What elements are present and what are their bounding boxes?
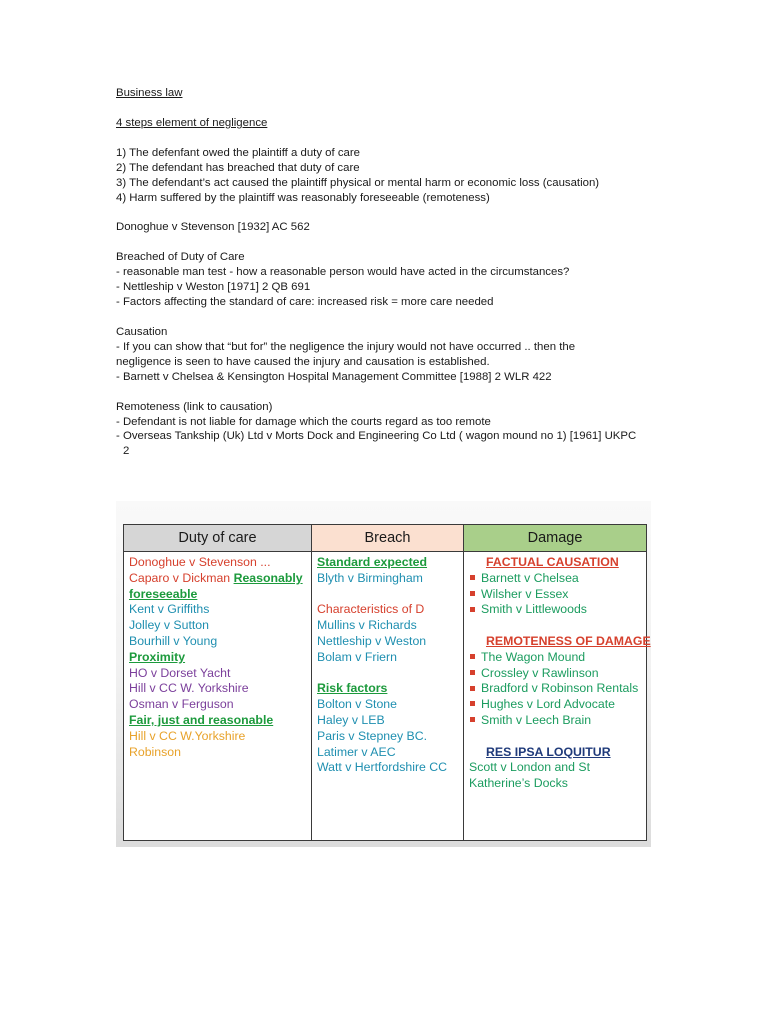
bullet-icon	[470, 591, 475, 596]
case-reference: Donoghue v Stevenson [1932] AC 562	[116, 221, 310, 234]
document-subtitle: 4 steps element of negligence	[116, 116, 268, 129]
case-item: Paris v Stepney BC.	[317, 728, 428, 743]
bullet-icon	[470, 717, 475, 722]
case-item: Caparo v Dickman	[129, 570, 231, 585]
causation-line: - Barnett v Chelsea & Kensington Hospital Management Committee [1988] 2 WLR 422	[116, 370, 552, 383]
remoteness-heading: Remoteness (link to causation)	[116, 400, 273, 413]
case-item: Bolam v Friern	[317, 649, 397, 664]
case-item: Haley v LEB	[317, 712, 385, 727]
bullet-icon	[470, 686, 475, 691]
section-heading: FACTUAL CAUSATION	[486, 555, 619, 569]
causation-heading: Causation	[116, 325, 168, 338]
duty-column	[124, 552, 312, 841]
case-item: Blyth v Birmingham	[317, 570, 423, 585]
case-item: Hughes v Lord Advocate	[481, 697, 615, 712]
case-item: Bourhill v Young	[129, 633, 218, 648]
section-heading: REMOTENESS OF DAMAGE	[486, 633, 651, 648]
case-item: Smith v Littlewoods	[481, 602, 587, 617]
case-item: Bradford v Robinson Rentals	[481, 681, 639, 696]
remoteness-line: - Overseas Tankship (Uk) Ltd v Morts Dock and Engineering Co Ltd ( wagon mound no 1) [1961] UKPC	[116, 430, 637, 443]
case-item: Donoghue v Stevenson ...	[129, 555, 271, 569]
header-damage: Damage	[464, 525, 647, 552]
case-item: HO v Dorset Yacht	[129, 665, 231, 680]
case-item: Jolley v Sutton	[129, 618, 209, 633]
bullet-icon	[470, 670, 475, 675]
causation-line: - If you can show that “but for” the negligence the injury would not have occurred .. then the	[116, 340, 576, 353]
principle-label: Standard expected	[317, 555, 428, 569]
remoteness-line: 2	[123, 445, 130, 458]
case-item: Robinson	[129, 744, 181, 759]
negligence-table	[123, 524, 651, 841]
case-item: Wilsher v Essex	[481, 586, 569, 601]
bullet-icon	[470, 575, 475, 580]
principle-label: Proximity	[129, 649, 186, 664]
document-title: Business law	[116, 87, 183, 99]
header-breach: Breach	[312, 525, 464, 552]
step-line: 1) The defenfant owed the plaintiff a duty of care	[116, 146, 361, 159]
case-item: Latimer v AEC	[317, 744, 396, 759]
step-line: 4) Harm suffered by the plaintiff was reasonably foreseeable (remoteness)	[116, 191, 490, 204]
step-line: 3) The defendant’s act caused the plaintiff physical or mental harm or economic loss (causation)	[116, 176, 600, 189]
bullet-icon	[470, 654, 475, 659]
negligence-summary-image	[116, 501, 651, 847]
bullet-icon	[470, 607, 475, 612]
case-item: Scott v London and St	[469, 760, 591, 775]
case-item: Kent v Griffiths	[129, 602, 210, 617]
case-item: Watt v Hertfordshire CC	[317, 760, 448, 775]
bullet-icon	[470, 701, 475, 706]
principle-label: Risk factors	[317, 681, 388, 696]
breach-column	[312, 552, 464, 841]
case-item: Barnett v Chelsea	[481, 570, 579, 585]
step-line: 2) The defendant has breached that duty of care	[116, 161, 360, 174]
case-item: Mullins v Richards	[317, 618, 417, 633]
document-body	[116, 86, 656, 459]
section-heading: RES IPSA LOQUITUR	[486, 744, 611, 759]
principle-label: Fair, just and reasonable	[129, 712, 274, 727]
case-item: Crossley v Rawlinson	[481, 665, 599, 680]
subheading: Characteristics of D	[317, 602, 425, 617]
case-item: Osman v Ferguson	[129, 697, 234, 712]
causation-line: negligence is seen to have caused the injury and causation is established.	[116, 355, 490, 368]
principle-label: foreseeable	[129, 586, 198, 601]
remoteness-line: - Defendant is not liable for damage which the courts regard as too remote	[116, 415, 491, 428]
case-item: Smith v Leech Brain	[481, 712, 592, 727]
breach-line: - Factors affecting the standard of care: increased risk = more care needed	[116, 296, 494, 309]
case-item: Hill v CC W. Yorkshire	[129, 681, 249, 696]
case-item: Nettleship v Weston	[317, 633, 427, 648]
case-item: Hill v CC W.Yorkshire	[129, 728, 246, 743]
header-duty-of-care: Duty of care	[124, 525, 312, 552]
breach-line: - reasonable man test - how a reasonable person would have acted in the circumstances?	[116, 266, 570, 279]
case-item: Bolton v Stone	[317, 697, 397, 712]
case-item: Katherine’s Docks	[469, 776, 568, 791]
damage-column	[464, 552, 651, 841]
principle-label: Reasonably	[233, 570, 303, 585]
case-item: The Wagon Mound	[481, 649, 586, 664]
breach-heading: Breached of Duty of Care	[116, 251, 245, 264]
breach-line: - Nettleship v Weston [1971] 2 QB 691	[116, 281, 311, 294]
